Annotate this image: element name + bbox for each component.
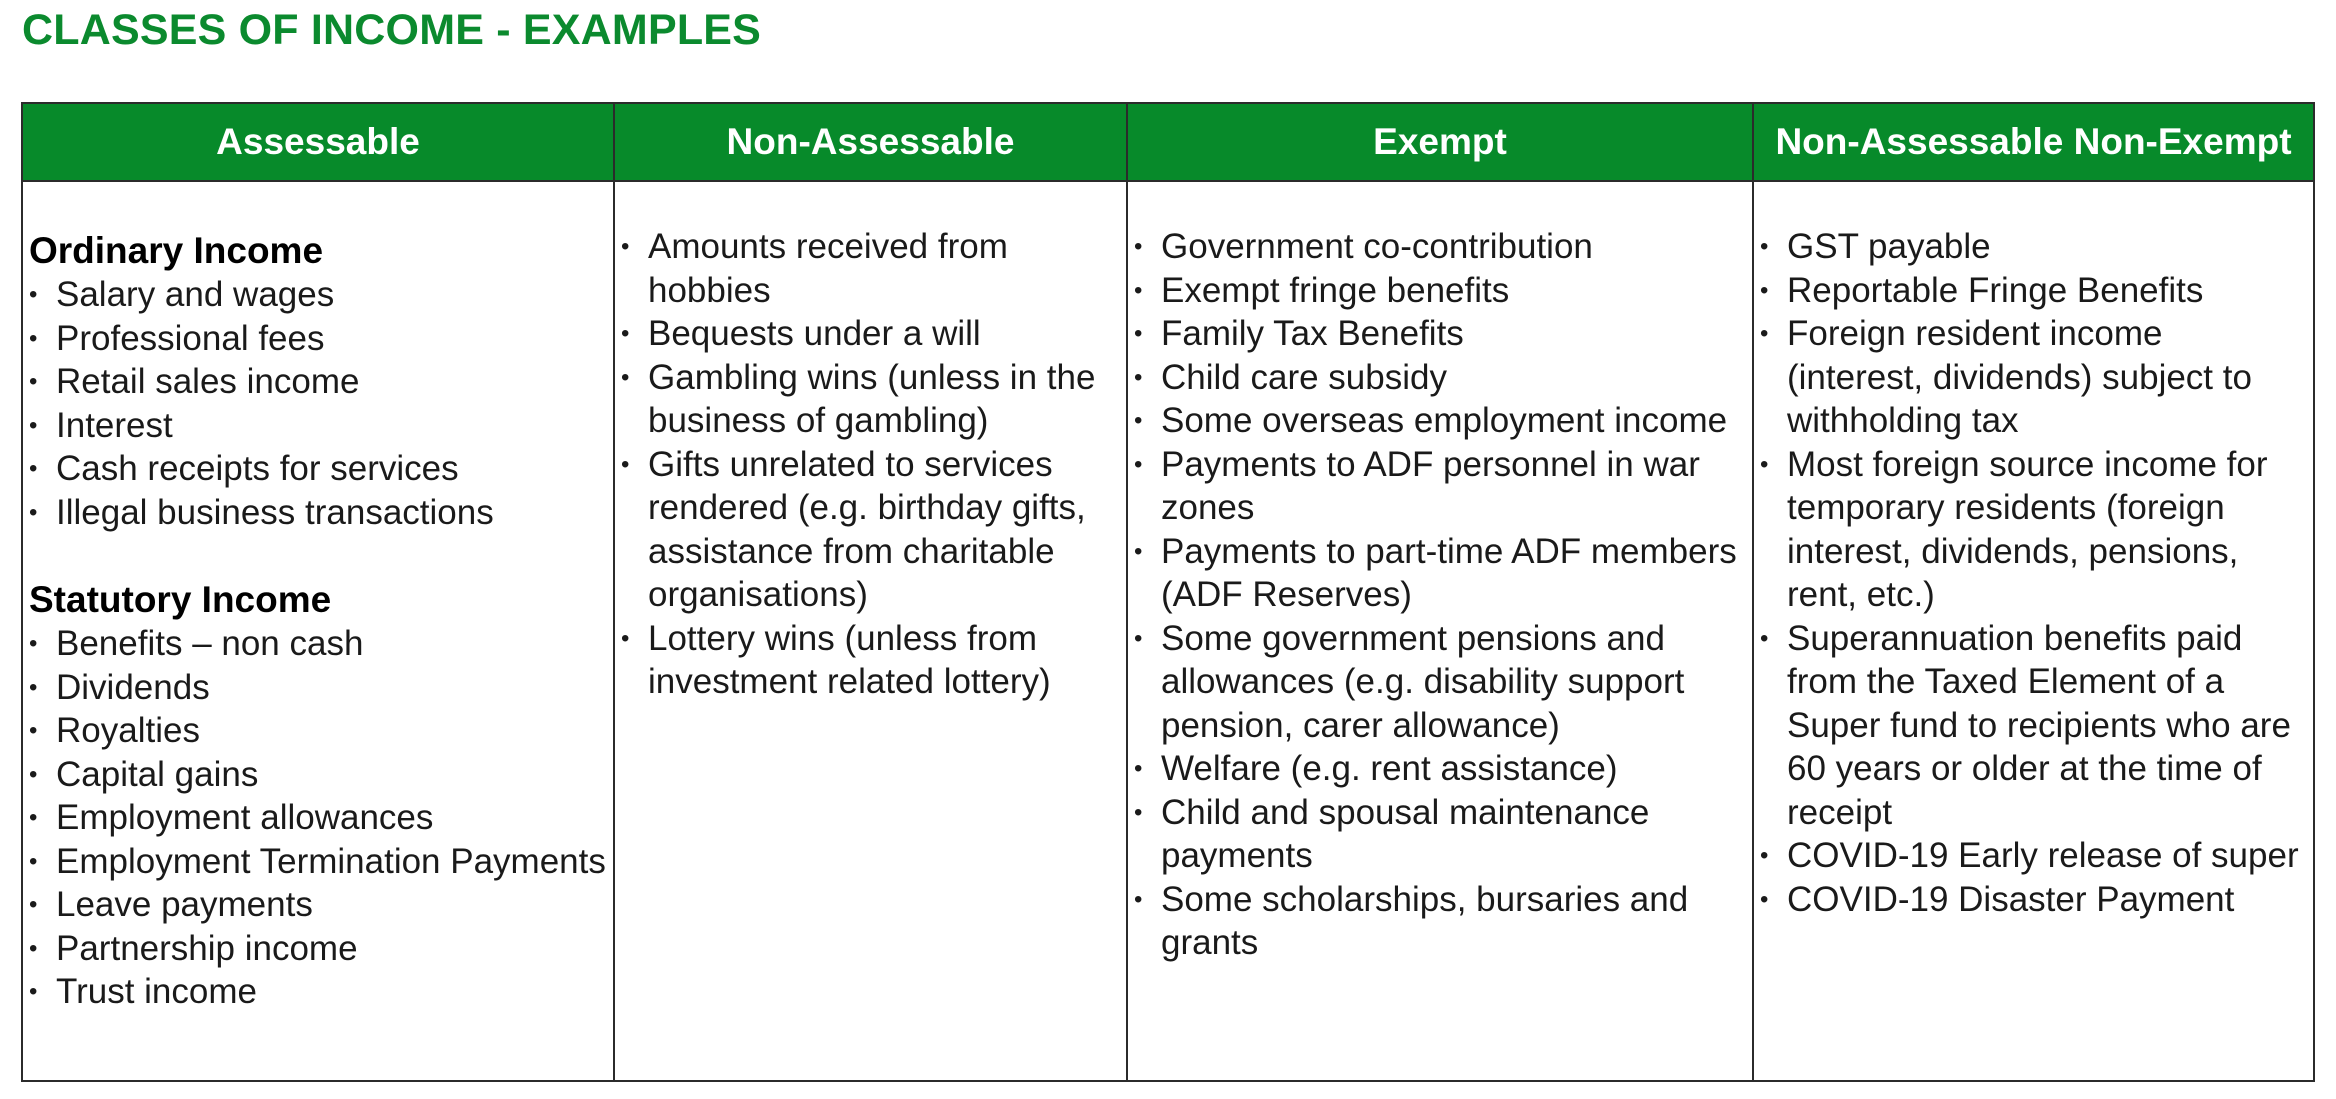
list-item: • Reportable Fringe Benefits	[1760, 269, 2307, 313]
list-item: • Child care subsidy	[1134, 356, 1746, 400]
list-item: • Retail sales income	[29, 360, 607, 404]
page-title: CLASSES OF INCOME - EXAMPLES	[22, 6, 762, 54]
list-item: • Partnership income	[29, 927, 607, 971]
list-item: • Payments to part-time ADF members (ADF Reserves)	[1134, 530, 1746, 617]
list-item: • Salary and wages	[29, 273, 607, 317]
list-item: • Employment Termination Payments	[29, 840, 607, 884]
list-item: • Professional fees	[29, 317, 607, 361]
list-item: • Child and spousal maintenance payments	[1134, 791, 1746, 878]
list-item: • Government co-contribution	[1134, 225, 1746, 269]
list-item: • Illegal business transactions	[29, 491, 607, 535]
list-item: • Cash receipts for services	[29, 447, 607, 491]
exempt-cell	[1127, 181, 1753, 1081]
ordinary-income-list	[29, 273, 607, 534]
non-assessable-cell	[614, 181, 1127, 1081]
list-item: • Most foreign source income for temporary residents (foreign interest, dividends, pensions, rent, etc.)	[1760, 443, 2307, 617]
list-item: • Employment allowances	[29, 796, 607, 840]
section-heading-ordinary-income: Ordinary Income	[29, 230, 324, 271]
assessable-cell	[22, 181, 614, 1081]
list-item: • Some scholarships, bursaries and grants	[1134, 878, 1746, 965]
list-item: • Some overseas employment income	[1134, 399, 1746, 443]
list-item: • Benefits – non cash	[29, 622, 607, 666]
list-item: • Payments to ADF personnel in war zones	[1134, 443, 1746, 530]
list-item: • Gambling wins (unless in the business of gambling)	[621, 356, 1120, 443]
column-header-exempt: Exempt	[1127, 103, 1753, 181]
income-classes-table	[21, 102, 2315, 1082]
table-header-row	[22, 103, 2314, 181]
list-item: • Lottery wins (unless from investment related lottery)	[621, 617, 1120, 704]
list-item: • Amounts received from hobbies	[621, 225, 1120, 312]
list-item: • GST payable	[1760, 225, 2307, 269]
section-heading-statutory-income: Statutory Income	[29, 579, 332, 620]
list-item: • Dividends	[29, 666, 607, 710]
column-header-nane: Non-Assessable Non-Exempt	[1753, 103, 2314, 181]
column-header-non-assessable: Non-Assessable	[614, 103, 1127, 181]
list-item: • Leave payments	[29, 883, 607, 927]
list-item: • COVID-19 Early release of super	[1760, 834, 2307, 878]
list-item: • Gifts unrelated to services rendered (e.g. birthday gifts, assistance from charitable organisations)	[621, 443, 1120, 617]
list-item: • Welfare (e.g. rent assistance)	[1134, 747, 1746, 791]
list-item: • Foreign resident income (interest, dividends) subject to withholding tax	[1760, 312, 2307, 443]
non-assessable-list	[621, 225, 1120, 704]
list-item: • Interest	[29, 404, 607, 448]
exempt-list	[1134, 225, 1746, 965]
list-item: • Family Tax Benefits	[1134, 312, 1746, 356]
list-item: • Exempt fringe benefits	[1134, 269, 1746, 313]
list-item: • Some government pensions and allowances (e.g. disability support pension, carer allowance)	[1134, 617, 1746, 748]
list-item: • Capital gains	[29, 753, 607, 797]
column-header-assessable: Assessable	[22, 103, 614, 181]
nane-list	[1760, 225, 2307, 921]
table-body-row	[22, 181, 2314, 1081]
list-item: • Bequests under a will	[621, 312, 1120, 356]
list-item: • COVID-19 Disaster Payment	[1760, 878, 2307, 922]
statutory-income-list	[29, 622, 607, 1014]
nane-cell	[1753, 181, 2314, 1081]
section-spacer	[29, 534, 607, 578]
list-item: • Trust income	[29, 970, 607, 1014]
list-item: • Superannuation benefits paid from the Taxed Element of a Super fund to recipients who are 60 years or older at the time of receipt	[1760, 617, 2307, 835]
list-item: • Royalties	[29, 709, 607, 753]
